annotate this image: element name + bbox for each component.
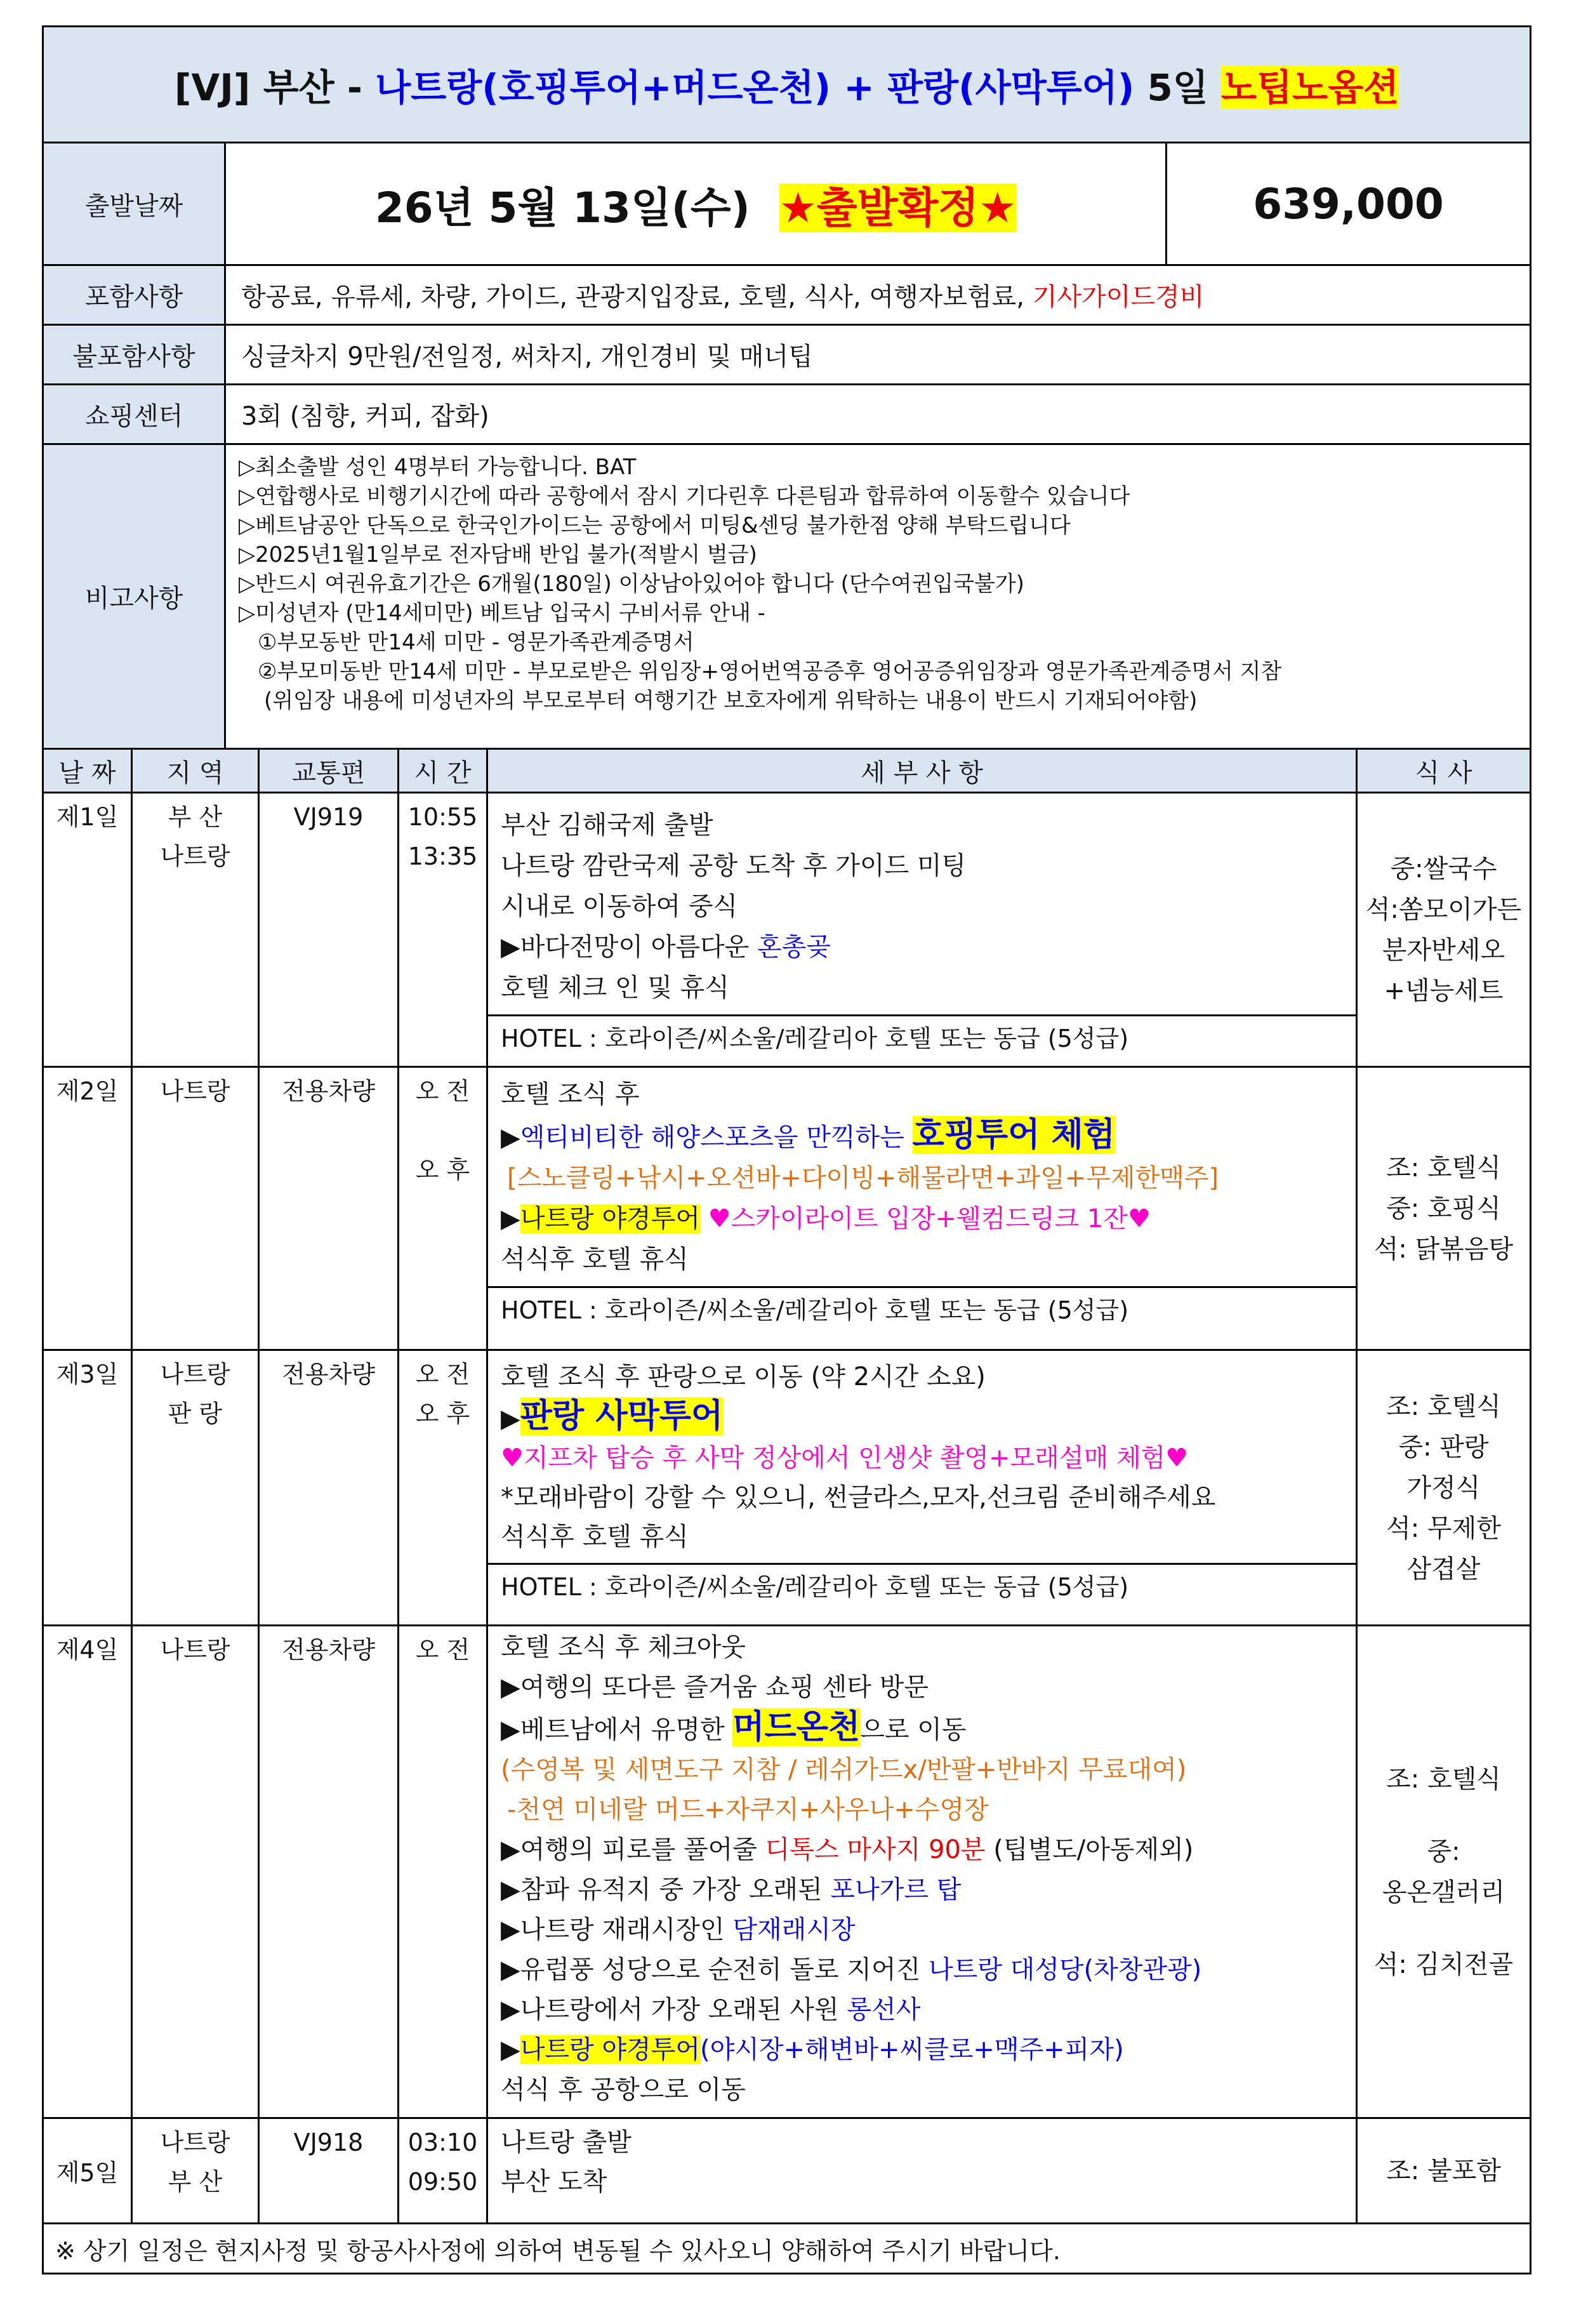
- day3-line: ♥지프차 탑승 후 사막 정상에서 인생샷 촬영+모래설매 체험♥: [501, 1444, 1188, 1473]
- day3-meal4: 석: 무제한: [1386, 1513, 1501, 1543]
- day1-meal3: 분자반세오: [1382, 935, 1505, 965]
- day1-line: 시내로 이동하여 중식: [501, 892, 738, 921]
- remarks-list: [225, 444, 1531, 749]
- day1-meal4: +넴능세트: [1384, 976, 1504, 1006]
- day2-transport: 전용차량: [259, 1067, 399, 1350]
- remark-line: ①부모동반 만14세 미만 - 영문가족관계증명서: [258, 630, 694, 655]
- day2-skylight: ♥스카이라이트 입장+웰컴드링크 1잔♥: [699, 1204, 1151, 1233]
- title-prefix: [VJ] 부산 -: [174, 66, 376, 109]
- day5-detail: [487, 2118, 1357, 2224]
- day4-line-text: ▶여행의 피로를 풀어줄: [501, 1835, 765, 1864]
- col-time: 시 간: [399, 749, 487, 793]
- schedule-table: [42, 748, 1531, 2274]
- departure-date-cell: [225, 143, 1167, 265]
- day2-line-text: ▶: [501, 1204, 520, 1233]
- departure-label: 출발날짜: [43, 143, 225, 265]
- excluded-label: 불포함사항: [43, 325, 225, 385]
- day3-line: *모래바람이 강할 수 있으니, 썬글라스,모자,선크림 준비해주세요: [501, 1483, 1216, 1512]
- day1-line-text: ▶바다전망이 아름다운: [501, 933, 757, 962]
- day3-time2: 오 후: [415, 1400, 470, 1428]
- day5-place: [132, 2118, 259, 2224]
- col-day: 날 짜: [43, 749, 132, 793]
- day2-meal2: 중: 호핑식: [1386, 1193, 1501, 1223]
- shopping-label: 쇼핑센터: [43, 385, 225, 444]
- day3-transport: 전용차량: [259, 1350, 399, 1626]
- footer-note: ※ 상기 일정은 현지사정 및 항공사사정에 의하여 변동될 수 있사오니 양해하여 주시기 바랍니다.: [43, 2224, 1531, 2274]
- day4-detail: [487, 1626, 1357, 2118]
- day1-meal2: 석:쏨모이가든: [1365, 894, 1522, 924]
- day4-massage: 디톡스 마사지 90분: [765, 1835, 986, 1864]
- day4-line-text: ▶: [501, 2035, 520, 2064]
- day3-line: 석식후 호텔 휴식: [501, 1522, 689, 1551]
- price: 639,000: [1167, 143, 1531, 265]
- day4-transport: 전용차량: [259, 1626, 399, 2118]
- day5-place1: 나트랑: [160, 2128, 230, 2156]
- day3-detail: [487, 1350, 1357, 1626]
- day4-line: ▶여행의 또다른 즐거움 쇼핑 센타 방문: [501, 1673, 929, 1702]
- day4-line-text: ▶베트남에서 유명한: [501, 1715, 733, 1744]
- day4-line: [501, 2030, 1343, 2070]
- included-value: [225, 265, 1531, 325]
- day4-line-text: ▶나트랑 재래시장인: [501, 1915, 733, 1944]
- day4-line: 호텔 조식 후 체크아웃: [501, 1633, 746, 1662]
- day4-line: [501, 1990, 1343, 2030]
- day3-time: [399, 1350, 487, 1626]
- itinerary-page: [42, 25, 1530, 2274]
- title-days: 5일: [1134, 66, 1221, 109]
- day4-meal3: 옹온갤러리: [1382, 1877, 1505, 1907]
- day2-hopping-tour: 호핑투어 체험: [912, 1116, 1116, 1154]
- day4-line: -천연 미네랄 머드+자쿠지+사우나+수영장: [507, 1795, 989, 1824]
- day3-line: [501, 1397, 1343, 1438]
- day5-line: 나트랑 출발: [501, 2128, 632, 2157]
- day1-time2: 13:35: [407, 842, 478, 870]
- day2-time1: 오 전: [415, 1077, 470, 1105]
- departure-confirmed-badge: ★출발확정★: [779, 183, 1017, 232]
- day3-hotel: HOTEL : 호라이즌/씨소울/레갈리아 호텔 또는 동급 (5성급): [488, 1563, 1356, 1609]
- day1-transport: VJ919: [259, 793, 399, 1067]
- day5-time2: 09:50: [407, 2168, 478, 2196]
- day3-place2: 판 랑: [168, 1400, 223, 1428]
- day2-line: 호텔 조식 후: [501, 1080, 640, 1109]
- day3-meal2: 중: 판랑: [1398, 1432, 1489, 1462]
- day2-line: [501, 1199, 1343, 1239]
- remark-line: ▷베트남공안 단독으로 한국인가이드는 공항에서 미팅&센딩 불가한점 양해 부탁드립니다: [239, 513, 1071, 538]
- day2-night-tour: 나트랑 야경투어: [520, 1204, 700, 1233]
- day2-detail: [487, 1067, 1357, 1350]
- day4-day: 제4일: [43, 1626, 132, 2118]
- title-destination: 나트랑(호핑투어+머드온천) + 판랑(사막투어): [375, 66, 1135, 109]
- day5-time1: 03:10: [407, 2128, 478, 2156]
- page-title: [43, 27, 1531, 143]
- day4-line: (수영복 및 세면도구 지참 / 레쉬가드x/반팔+반바지 무료대여): [501, 1755, 1187, 1784]
- day5-time: [399, 2118, 487, 2224]
- day3-time1: 오 전: [415, 1360, 470, 1388]
- included-red-text: 기사가이드경비: [1032, 282, 1205, 312]
- day1-place1: 부 산: [168, 803, 223, 831]
- day2-line: 석식후 호텔 휴식: [501, 1245, 689, 1274]
- day4-line-text: (팁별도/아동제외): [985, 1835, 1194, 1864]
- day4-meal: [1357, 1626, 1531, 2118]
- day4-line-text: ▶참파 유적지 중 가장 오래된: [501, 1875, 831, 1904]
- col-transport: 교통편: [259, 749, 399, 793]
- day2-row: [43, 1067, 1531, 1350]
- day5-row: [43, 2118, 1531, 2224]
- remark-line: (위임장 내용에 미성년자의 부모로부터 여행기간 보호자에게 위탁하는 내용이 반드시 기재되어야함): [264, 688, 1198, 714]
- day2-day: 제2일: [43, 1067, 132, 1350]
- day1-detail: [487, 793, 1357, 1067]
- remarks-label: 비고사항: [43, 444, 225, 749]
- col-place: 지 역: [132, 749, 259, 793]
- excluded-value: 싱글차지 9만원/전일정, 써차지, 개인경비 및 매너팁: [225, 325, 1531, 385]
- day1-line: 나트랑 깜란국제 공항 도착 후 가이드 미팅: [501, 851, 967, 880]
- day3-line-text: ▶: [501, 1404, 520, 1433]
- day1-meal: [1357, 793, 1531, 1067]
- day2-line: [스노클링+낚시+오션바+다이빙+해물라면+과일+무제한맥주]: [507, 1164, 1219, 1193]
- day2-time: [399, 1067, 487, 1350]
- remark-line: ▷반드시 여권유효기간은 6개월(180일) 이상남아있어야 합니다 (단수여권입국불가): [239, 571, 1024, 597]
- day1-spot: 혼총곶: [757, 933, 831, 962]
- day3-meal1: 조: 호텔식: [1386, 1391, 1501, 1421]
- day4-place: 나트랑: [132, 1626, 259, 2118]
- day1-meal1: 중:쌀국수: [1390, 854, 1497, 884]
- day4-line-text: ▶유럽풍 성당으로 순전히 돌로 지어진: [501, 1955, 929, 1984]
- day1-line: 부산 김해국제 출발: [501, 811, 713, 840]
- remark-line: ▷2025년1월1일부로 전자담배 반입 불가(적발시 벌금): [239, 542, 757, 568]
- included-text: 항공료, 유류세, 차량, 가이드, 관광지입장료, 호텔, 식사, 여행자보험료,: [241, 282, 1033, 312]
- day2-meal1: 조: 호텔식: [1386, 1153, 1501, 1183]
- day5-day: 제5일: [43, 2118, 132, 2224]
- day4-line: [501, 1830, 1343, 1870]
- day4-line: [501, 1870, 1343, 1910]
- day1-time: [399, 793, 487, 1067]
- day4-dam-market: 담재래시장: [732, 1915, 856, 1944]
- day4-line: [501, 1950, 1343, 1990]
- col-detail: 세 부 사 항: [487, 749, 1357, 793]
- day3-row: [43, 1350, 1531, 1626]
- header-table: [42, 25, 1531, 750]
- day2-line-text: ▶: [501, 1123, 520, 1152]
- day4-cathedral: 나트랑 대성당(차창관광): [928, 1955, 1202, 1984]
- day4-ponagar: 포나가르 탑: [830, 1875, 962, 1904]
- day2-line: [501, 1115, 1343, 1158]
- included-label: 포함사항: [43, 265, 225, 325]
- day5-line: 부산 도착: [501, 2167, 607, 2196]
- remark-line: ②부모미동반 만14세 미만 - 부모로받은 위임장+영어번역공증후 영어공증위임장과 영문가족관계증명서 지참: [258, 659, 1282, 684]
- no-tip-badge: 노팁노옵션: [1220, 66, 1399, 109]
- day4-night-tour-detail: (야시장+해변바+씨클로+맥주+피자): [699, 2035, 1124, 2064]
- day2-hotel: HOTEL : 호라이즌/씨소울/레갈리아 호텔 또는 동급 (5성급): [488, 1286, 1356, 1332]
- day1-row: [43, 793, 1531, 1067]
- remark-line: ▷연합행사로 비행기시간에 따라 공항에서 잠시 기다린후 다른팀과 합류하여 이동할수 있습니다: [239, 484, 1130, 509]
- day2-hopping-desc: 엑티비티한 해양스포츠을 만끽하는: [520, 1123, 913, 1152]
- day2-meal3: 석: 닭볶음탕: [1373, 1234, 1514, 1264]
- day1-place: [132, 793, 259, 1067]
- day5-transport: VJ918: [259, 2118, 399, 2224]
- day4-mud-spa: 머드온천: [732, 1708, 861, 1746]
- day4-meal1: 조: 호텔식: [1386, 1764, 1501, 1794]
- day4-line: [501, 1708, 1343, 1750]
- day2-meal: [1357, 1067, 1531, 1350]
- departure-date: 26년 5월 13일(수): [374, 183, 750, 232]
- day3-place: [132, 1350, 259, 1626]
- day3-meal: [1357, 1350, 1531, 1626]
- day1-day: 제1일: [43, 793, 132, 1067]
- day4-line: 석식 후 공항으로 이동: [501, 2075, 746, 2104]
- day4-night-tour: 나트랑 야경투어: [520, 2035, 700, 2064]
- day4-line-text: 으로 이동: [860, 1715, 967, 1744]
- day1-place2: 나트랑: [160, 842, 230, 870]
- day3-desert-tour: 판랑 사막투어: [520, 1397, 724, 1435]
- day4-time: 오 전: [399, 1626, 487, 2118]
- day2-time2: 오 후: [415, 1156, 470, 1184]
- day4-row: [43, 1626, 1531, 2118]
- day1-time1: 10:55: [407, 803, 478, 831]
- remark-line: ▷미성년자 (만14세미만) 베트남 입국시 구비서류 안내 -: [239, 601, 765, 626]
- day1-line: [501, 927, 1343, 967]
- day1-hotel: HOTEL : 호라이즌/씨소울/레갈리아 호텔 또는 동급 (5성급): [488, 1014, 1356, 1061]
- shopping-value: 3회 (침향, 커피, 잡화): [225, 385, 1531, 444]
- remark-line: ▷최소출발 성인 4명부터 가능합니다. BAT: [239, 455, 637, 480]
- day4-line-text: ▶나트랑에서 가장 오래된 사원: [501, 1995, 847, 2024]
- day3-line: 호텔 조식 후 판랑으로 이동 (약 2시간 소요): [501, 1362, 986, 1391]
- day4-long-son: 롱선사: [847, 1995, 921, 2024]
- day1-line: 호텔 체크 인 및 휴식: [501, 973, 729, 1002]
- day4-meal2: 중:: [1427, 1836, 1460, 1866]
- day5-meal: 조: 불포함: [1357, 2118, 1531, 2224]
- day2-place: 나트랑: [132, 1067, 259, 1350]
- day3-meal5: 삼겹살: [1406, 1554, 1481, 1584]
- day3-meal3: 가정식: [1406, 1473, 1481, 1503]
- day3-place1: 나트랑: [160, 1360, 230, 1388]
- day5-place2: 부 산: [168, 2168, 223, 2196]
- day4-meal4: 석: 김치전골: [1373, 1949, 1514, 1979]
- day3-day: 제3일: [43, 1350, 132, 1626]
- col-meal: 식 사: [1357, 749, 1531, 793]
- day4-line: [501, 1910, 1343, 1950]
